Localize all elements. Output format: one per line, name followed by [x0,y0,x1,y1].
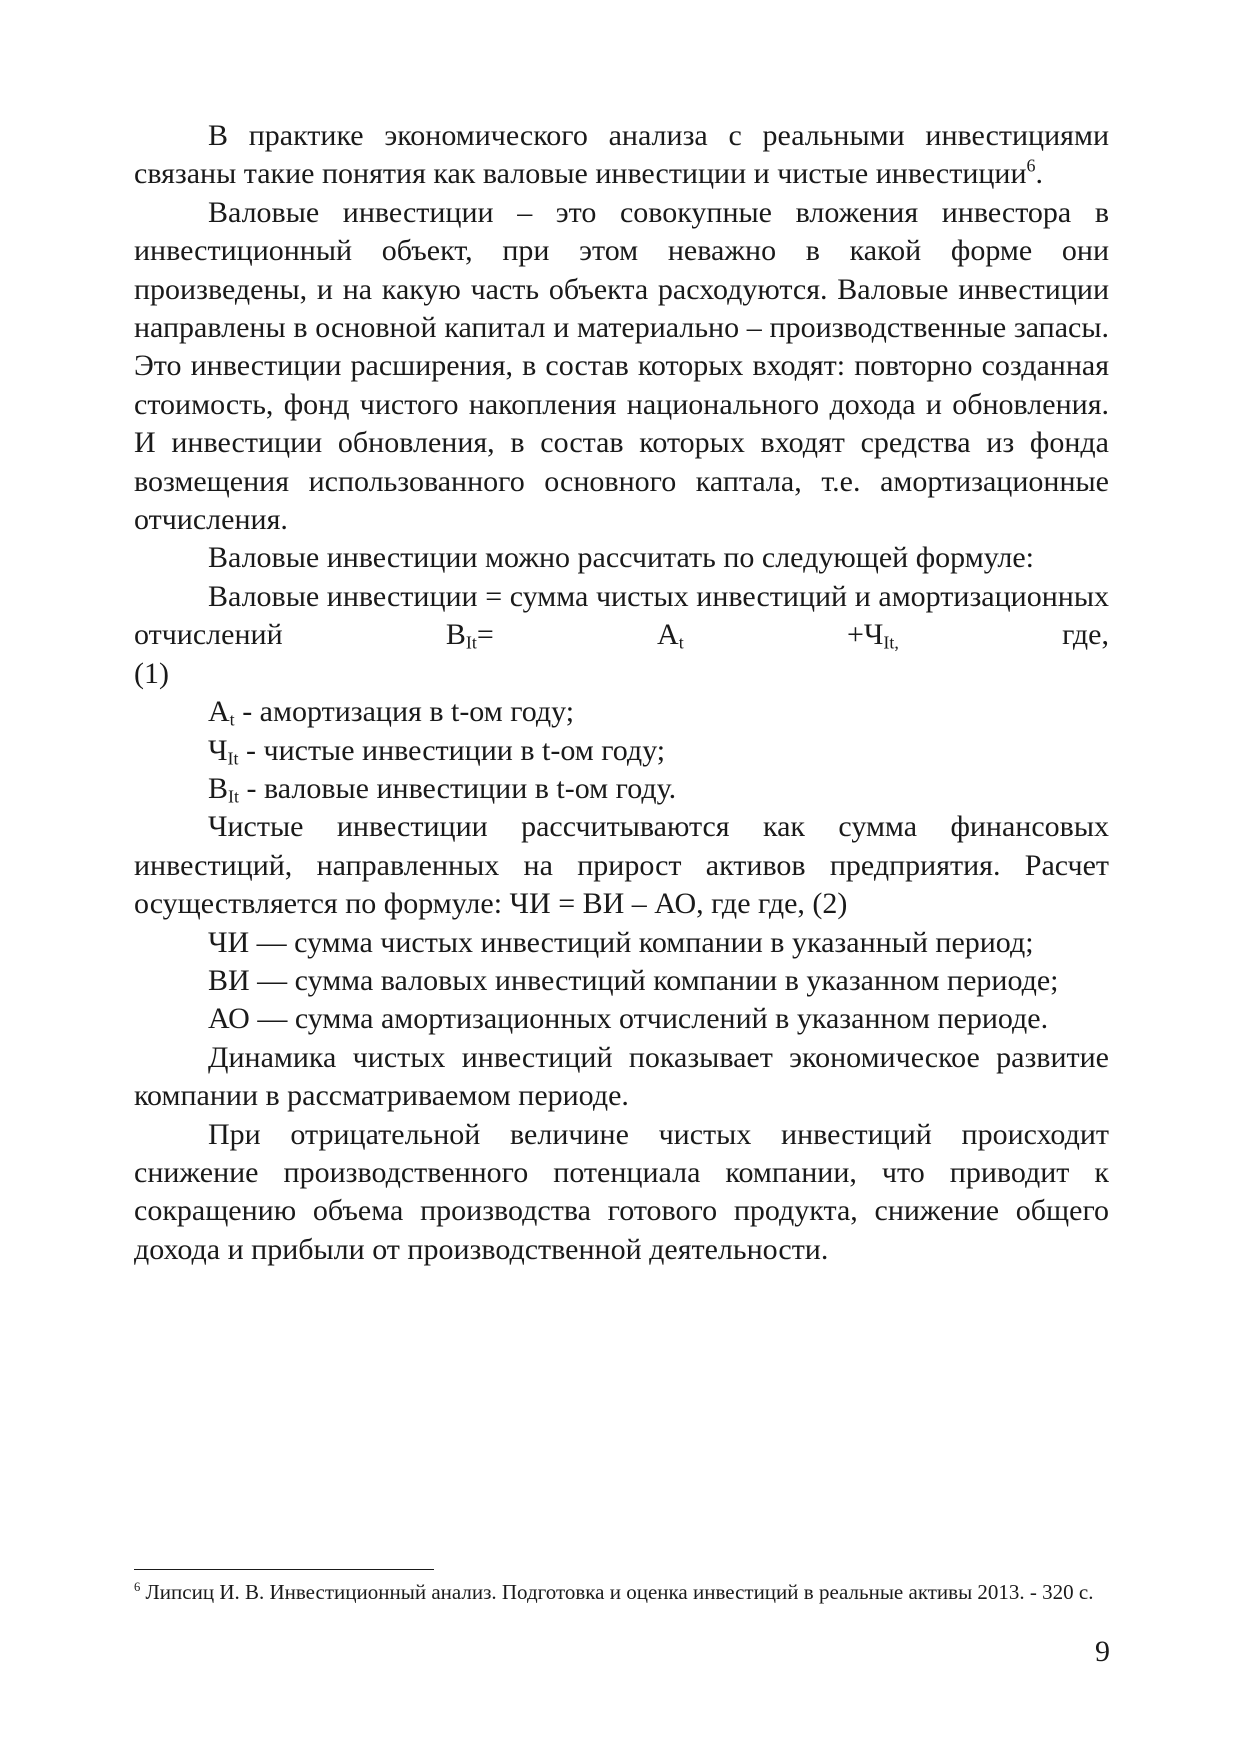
page-number: 9 [1095,1635,1110,1668]
formula-1-number: (1) [134,656,169,690]
footnote-separator [134,1569,434,1570]
definition-ao: АО — сумма амортизационных отчислений в указанном периоде. [208,1002,1049,1036]
definition-symbol-sub: It [228,786,240,807]
paragraph-negative-investment: При отрицательной величине чистых инвестиций происходит снижение производственного потенциала компании, что приводит к сокращению объема производства готового продукта, снижение общего дохода и прибыли от производственной деятельности. [134,1117,1109,1266]
definition-text: - чистые инвестиции в t-ом году; [238,733,666,767]
definition-vi: ВИ — сумма валовых инвестиций компании в указанном периоде; [208,963,1059,997]
formula-1-b-sub: It [465,632,477,653]
formula-1-eq: = [476,618,494,652]
definition-symbol: Ч [208,733,228,767]
formula-1-text: Валовые инвестиции = сумма чистых инвестиций и амортизационных отчислений [134,579,1109,652]
definition-amortization [134,693,1109,731]
formula-1-a-sub: t [678,632,684,653]
paragraph-intro-end: . [1035,157,1044,191]
footnote-mark: 6 [134,1579,141,1594]
definition-symbol: А [208,695,230,729]
paragraph-gross-investment-definition: Валовые инвестиции – это совокупные вложения инвестора в инвестиционный объект, при этом неважно в какой форме они произведены, и на какую часть объекта расходуются. Валовые инвестиции направлены в основной капитал и материально – производственные запасы. Это инвестиции расширения, в состав которых входят: повторно созданная стоимость, фонд чистого накопления национального дохода и обновления. И инвестиции обновления, в состав которых входят средства из фонда возмещения использованного основного каптала, т.е. амортизационные отчисления. [134,195,1109,537]
formula-1-plus: + [846,618,864,652]
definition-gross-investment [134,770,1109,808]
paragraph-intro [134,117,1109,194]
paragraph-net-investment: Чистые инвестиции рассчитываются как сумма финансовых инвестиций, направленных на прирост активов предприятия. Расчет осуществляется по формуле: ЧИ = ВИ – АО, где где, (2) [134,810,1109,921]
paragraph-dynamics: Динамика чистых инвестиций показывает экономическое развитие компании в рассматриваемом периоде. [134,1040,1109,1113]
definition-chi: ЧИ — сумма чистых инвестиций компании в указанный период; [208,925,1034,959]
definition-symbol: В [208,771,229,805]
formula-1-where: где, [1062,618,1109,652]
definition-symbol-sub: It [227,748,239,768]
footnote-reference[interactable]: 6 [1026,155,1036,176]
definition-text: - валовые инвестиции в t-ом году. [239,771,677,805]
formula-1-ch-letter: Ч [863,618,884,652]
definition-symbol-sub: t [229,709,235,730]
definition-text: - амортизация в t-ом году; [234,695,575,729]
formula-1 [134,578,1109,655]
body-text [134,117,1109,1269]
paragraph-intro-text: В практике экономического анализа с реальными инвестициями связаны такие понятия как валовые инвестиции и чистые инвестиции [134,119,1109,191]
formula-1-rhs [657,618,899,651]
formula-1-b-letter: В [445,618,466,652]
footnote-text: Липсиц И. В. Инвестиционный анализ. Подготовка и оценка инвестиций в реальные активы 2013. - 320 с. [140,1580,1094,1604]
footnote [134,1579,1109,1606]
formula-1-ch-sub: It, [883,632,899,653]
definition-net-investment [134,732,1109,770]
formula-1-a-letter: А [657,618,679,652]
formula-1-b [446,618,494,651]
paragraph-formula-intro: Валовые инвестиции можно рассчитать по следующей формуле: [208,541,1034,575]
